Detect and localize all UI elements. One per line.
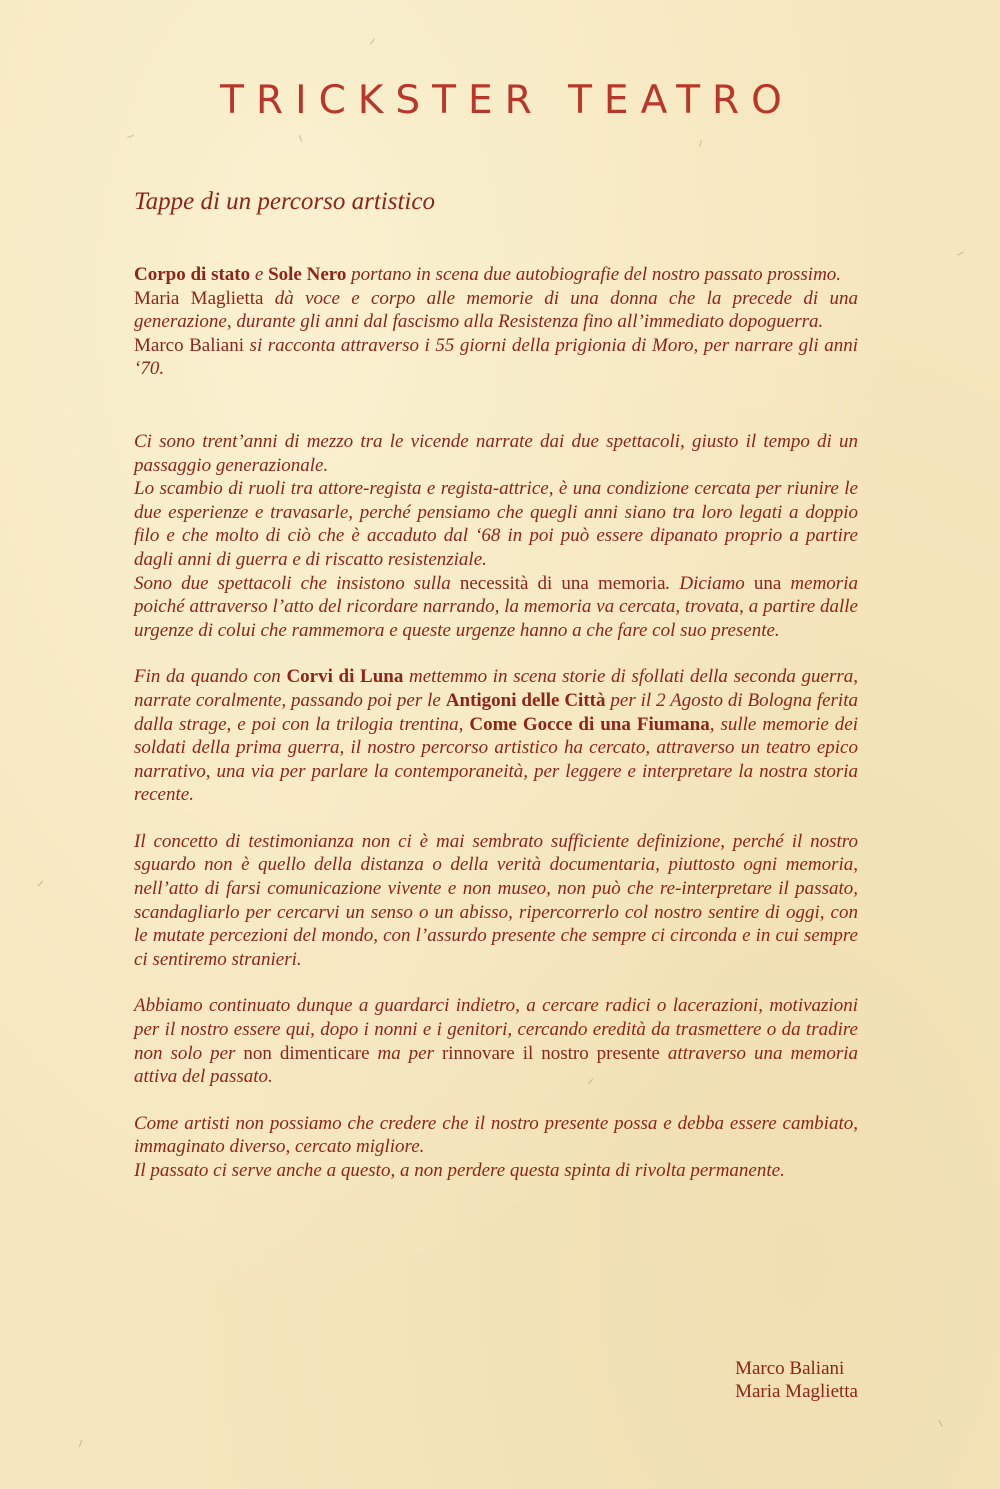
section-gap [134,1089,858,1112]
paragraph [134,477,858,571]
text-run: Marco Baliani [134,334,245,356]
text-run: Come artisti non possiamo che credere che il nostro presente possa e debba essere cambiato, immaginato diverso, cercato migliore. [134,1112,858,1158]
text-run: portano in scena due autobiografie del nostro passato prossimo. [346,264,842,285]
paper-fiber [370,38,375,44]
paper-fiber [79,1440,82,1447]
section-gap [134,971,858,994]
paper-fiber [38,881,44,887]
paragraph [134,665,858,807]
text-run: Il concetto di testimonianza non ci è mai sembrato sufficiente definizione, perché il nostro sguardo non è quello della distanza o della verità documentaria, piuttosto ogni memoria, nell’atto di farsi comunicazione vivente e non museo, non può che re-interpretare il passato, scandagliarlo per cercarvi un senso o un abisso, ripercorrerlo col nostro sentire di oggi, con le mutate percezioni del mondo, con l’assurdo presente che sempre ci circonda e in cui sempre ci sentiremo stranieri. [134,830,858,970]
section-1 [134,263,858,381]
paper-fiber [299,135,302,142]
paragraph [134,830,858,972]
paper-fiber [938,1420,942,1427]
text-run: Corpo di stato [134,264,251,285]
text-run: una [753,572,782,594]
text-run: Ci sono trent’anni di mezzo tra le vicende narrate dai due spettacoli, giusto il tempo di un passaggio generazionale. [134,430,858,476]
paragraph [134,1159,858,1183]
text-run: memoria poiché attraverso l’atto del ricordare narrando, la memoria va cercata, trovata, a partire dalle urgenze di colui che rammemora e queste urgenze hanno a che fare col suo presente. [134,572,858,641]
section-6 [134,1112,858,1183]
text-run: per il 2 Agosto di Bologna ferita dalla strage, e poi con la trilogia trentina, [134,689,858,735]
paper-fiber [127,135,134,138]
text-run: mettemmo in scena storie di sfollati della seconda guerra, narrate coralmente, passando poi per le [134,666,858,711]
paragraph [134,263,858,287]
text-run: Come Gocce di una Fiumana [469,713,710,735]
paragraph [134,1112,858,1159]
section-3 [134,665,858,807]
body-text [134,263,858,1183]
text-run: Fin da quando con [134,666,287,688]
text-run: Lo scambio di ruoli tra attore-regista e regista-attrice, è una condizione cercata per riunire le due esperienze e travasarle, perché pensiamo che quegli anni siano tra loro legati a doppio filo e che molto di ciò che è accaduto dal ‘68 in poi può essere dipanato proprio a partire dagli anni di guerra e di riscatto resistenziale. [134,478,858,570]
section-gap [134,642,858,665]
text-run: Sole Nero [268,264,347,285]
text-run: dà voce e corpo alle memorie di una donna che la precede di una generazione, durante gli anni dal fascismo alla Resistenza fino all’immediato dopoguerra. [134,287,859,333]
text-run: ma per [369,1042,442,1064]
text-run: necessità di una memoria [459,572,666,594]
page-subtitle: Tappe di un percorso artistico [134,188,435,215]
section-gap [134,381,858,430]
page-title: TRICKSTER TEATRO [220,78,794,123]
paper-fiber [957,251,964,255]
section-5 [134,994,858,1088]
paragraph [134,430,858,477]
text-run: si racconta attraverso i 55 giorni della prigionia di Moro, per narrare gli anni ‘70. [134,334,859,380]
section-2 [134,430,858,642]
section-4 [134,830,858,972]
text-run: , sulle memorie dei soldati della prima guerra, il nostro percorso artistico ha cercato, attraverso un teatro epico narrativo, una via per parlare la contemporaneità, per leggere e interpretare la nostra storia recente. [134,713,858,806]
text-run: . Diciamo [665,572,754,594]
signature [735,1357,858,1403]
text-run: Antigoni delle Città [445,689,606,711]
paragraph [134,572,858,643]
text-run: non dimenticare [243,1042,370,1064]
text-run: Maria Maglietta [134,287,264,309]
text-run: rinnovare il nostro presente [441,1042,660,1064]
paragraph [134,334,858,381]
paper-fiber [699,140,702,147]
text-run: e [250,264,269,285]
paragraph [134,994,858,1088]
text-run: attraverso una memoria attiva del passato. [134,1042,858,1088]
section-gap [134,807,858,830]
text-run: Corvi di Luna [286,666,404,688]
signature-name: Maria Maglietta [735,1381,858,1402]
text-run: Sono due spettacoli che insistono sulla [134,572,460,594]
signature-name: Marco Baliani [735,1358,845,1379]
paragraph [134,287,858,334]
text-run: Il passato ci serve anche a questo, a non perdere questa spinta di rivolta permanente. [134,1160,785,1181]
text-run: Abbiamo continuato dunque a guardarci indietro, a cercare radici o lacerazioni, motivazioni per il nostro essere qui, dopo i nonni e i genitori, cercando eredità da trasmettere o da tradire non solo per [134,995,858,1064]
